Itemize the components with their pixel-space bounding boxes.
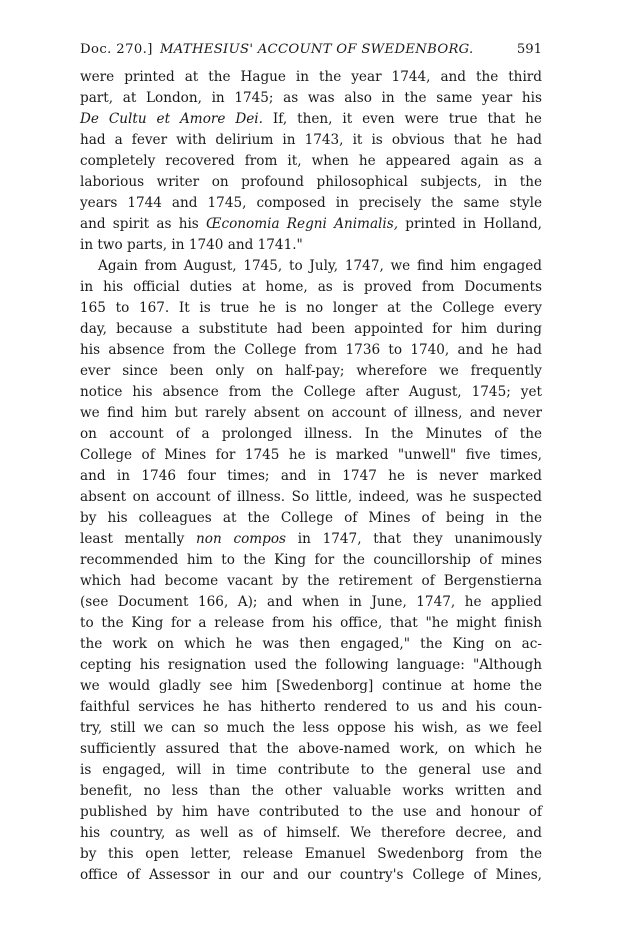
italic-title: non compos: [196, 531, 287, 547]
text-line: we find him but rarely absent on account of illness, and never: [80, 405, 542, 421]
text-segment: in 1747, that they unanimously: [286, 531, 542, 547]
text-line: by this open letter, release Emanuel Swedenborg from the: [80, 846, 542, 862]
text-line: try, still we can so much the less oppose his wish, as we feel: [80, 720, 542, 736]
text-line: were printed at the Hague in the year 1744, and the third: [80, 69, 542, 85]
text-line: recommended him to the King for the councillorship of mines: [80, 552, 542, 568]
text-line: cepting his resignation used the following language: "Although: [80, 657, 542, 673]
text-line: is engaged, will in time contribute to the general use and: [80, 762, 542, 778]
text-line: which had become vacant by the retirement of Bergenstierna: [80, 573, 542, 589]
text-line: on account of a prolonged illness. In the Minutes of the: [80, 426, 542, 442]
text-line: part, at London, in 1745; as was also in the same year his: [80, 90, 542, 106]
text-line: 165 to 167. It is true he is no longer at the College every: [80, 300, 542, 316]
text-line: [80, 214, 542, 235]
paragraph-first-line: Again from August, 1745, to July, 1747, we find him engaged: [98, 258, 542, 274]
text-line: years 1744 and 1745, composed in precisely the same style: [80, 195, 542, 211]
text-segment: least mentally: [80, 531, 197, 547]
running-header: [80, 40, 542, 60]
text-line: completely recovered from it, when he appeared again as a: [80, 153, 542, 169]
text-line: faithful services he has hitherto rendered to us and his coun-: [80, 699, 542, 715]
body-text: [80, 67, 542, 886]
text-line: benefit, no less than the other valuable works written and: [80, 783, 542, 799]
text-line: office of Assessor in our and our country's College of Mines,: [80, 867, 542, 883]
text-line: day, because a substitute had been appointed for him during: [80, 321, 542, 337]
text-line: to the King for a release from his office, that "he might finish: [80, 615, 542, 631]
text-line: and in 1746 four times; and in 1747 he is never marked: [80, 468, 542, 484]
text-line: the work on which he was then engaged," the King on ac-: [80, 636, 542, 652]
text-line: laborious writer on profound philosophical subjects, in the: [80, 174, 542, 190]
text-line: we would gladly see him [Swedenborg] continue at home the: [80, 678, 542, 694]
text-line: absent on account of illness. So little, indeed, was he suspected: [80, 489, 542, 505]
text-line: by his colleagues at the College of Mines of being in the: [80, 510, 542, 526]
text-line: published by him have contributed to the use and honour of: [80, 804, 542, 820]
text-line: College of Mines for 1745 he is marked "unwell" five times,: [80, 447, 542, 463]
italic-title: De Cultu et Amore Dei.: [80, 111, 263, 127]
italic-title: Œconomia Regni Animalis,: [206, 216, 399, 232]
text-line: his absence from the College from 1736 to 1740, and he had: [80, 342, 542, 358]
running-title: MATHESIUS' ACCOUNT OF SWEDENBORG.: [160, 42, 474, 57]
text-line: ever since been only on half-pay; wherefore we frequently: [80, 363, 542, 379]
text-line: [80, 529, 542, 550]
text-line: notice his absence from the College after August, 1745; yet: [80, 384, 542, 400]
text-line: (see Document 166, A); and when in June, 1747, he applied: [80, 594, 542, 610]
text-line: [80, 109, 542, 130]
text-line: in his official duties at home, as is proved from Documents: [80, 279, 542, 295]
page-number: 591: [516, 42, 542, 57]
text-line: sufficiently assured that the above-named work, on which he: [80, 741, 542, 757]
text-line: had a fever with delirium in 1743, it is obvious that he had: [80, 132, 542, 148]
document-reference: Doc. 270.]: [80, 42, 153, 57]
text-segment: printed in Holland,: [398, 216, 543, 232]
text-line: his country, as well as of himself. We therefore decree, and: [80, 825, 542, 841]
text-line: in two parts, in 1740 and 1741.": [80, 237, 303, 253]
text-segment: If, then, it even were true that he: [262, 111, 542, 127]
text-segment: and spirit as his: [80, 216, 207, 232]
